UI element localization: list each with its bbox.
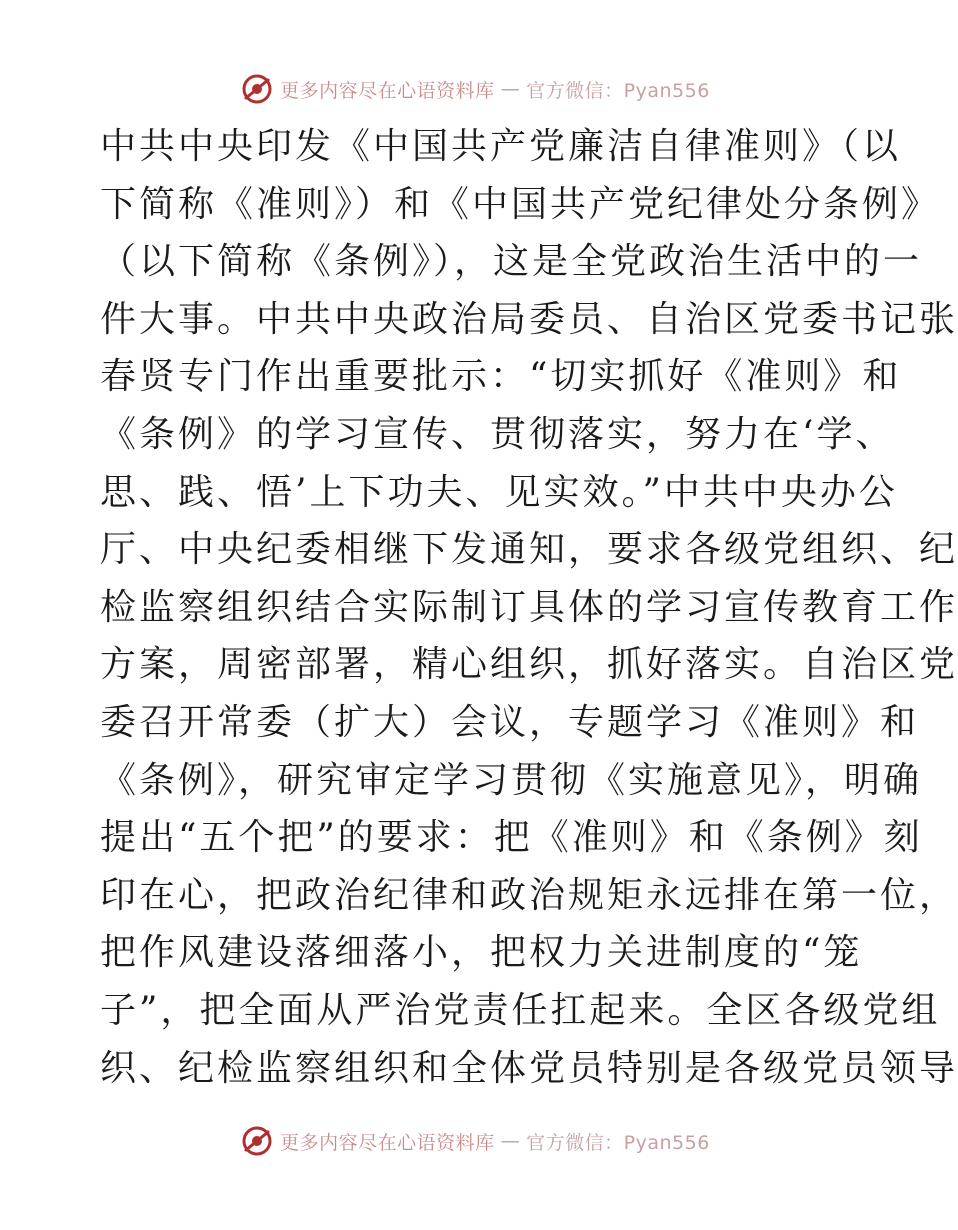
text-line: 下简称《准则》）和《中国共产党纪律处分条例》 <box>100 183 941 225</box>
header-watermark <box>0 72 950 106</box>
brand-logo-icon <box>240 1124 274 1158</box>
watermark-separator: — <box>500 78 521 100</box>
text-line: 方案，周密部署，精心组织，抓好落实。自治区党 <box>100 644 958 686</box>
text-line: 委召开常委（扩大）会议，专题学习《准则》和 <box>100 701 920 743</box>
text-line: 件大事。中共中央政治局委员、自治区党委书记张 <box>100 298 958 340</box>
watermark-contact: 官方微信：Pyan556 <box>526 79 710 102</box>
text-line: 《条例》，研究审定学习贯彻《实施意见》，明确 <box>100 759 923 801</box>
body-paragraph <box>100 118 958 1097</box>
watermark-brand: 更多内容尽在心语资料库 <box>280 1131 495 1154</box>
watermark-separator: — <box>500 1130 521 1152</box>
watermark-brand: 更多内容尽在心语资料库 <box>280 79 495 102</box>
text-line: （以下简称《条例》），这是全党政治生活中的一 <box>100 241 923 283</box>
text-line: 《条例》的学习宣传、贯彻落实，努力在‘学、 <box>100 413 895 455</box>
text-line: 厅、中央纪委相继下发通知，要求各级党组织、纪 <box>100 529 958 571</box>
text-line: 中共中央印发《中国共产党廉洁自律准则》（以 <box>100 126 902 167</box>
watermark-contact: 官方微信：Pyan556 <box>526 1131 710 1154</box>
text-line: 提出“五个把”的要求：把《准则》和《条例》刻 <box>100 817 923 859</box>
footer-watermark <box>0 1124 950 1158</box>
text-line: 子”，把全面从严治党责任扛起来。全区各级党组 <box>100 989 941 1031</box>
text-line: 春贤专门作出重要批示：“切实抓好《准则》和 <box>100 356 902 398</box>
text-line: 织、纪检监察组织和全体党员特别是各级党员领导 <box>100 1047 958 1089</box>
text-line: 思、践、悟’上下功夫、见实效。”中共中央办公 <box>100 471 898 513</box>
text-line: 检监察组织结合实际制订具体的学习宣传教育工作 <box>100 586 958 628</box>
brand-logo-icon <box>240 72 274 106</box>
text-line: 印在心，把政治纪律和政治规矩永远排在第一位， <box>100 874 958 916</box>
text-line: 把作风建设落细落小，把权力关进制度的“笼 <box>100 932 863 974</box>
